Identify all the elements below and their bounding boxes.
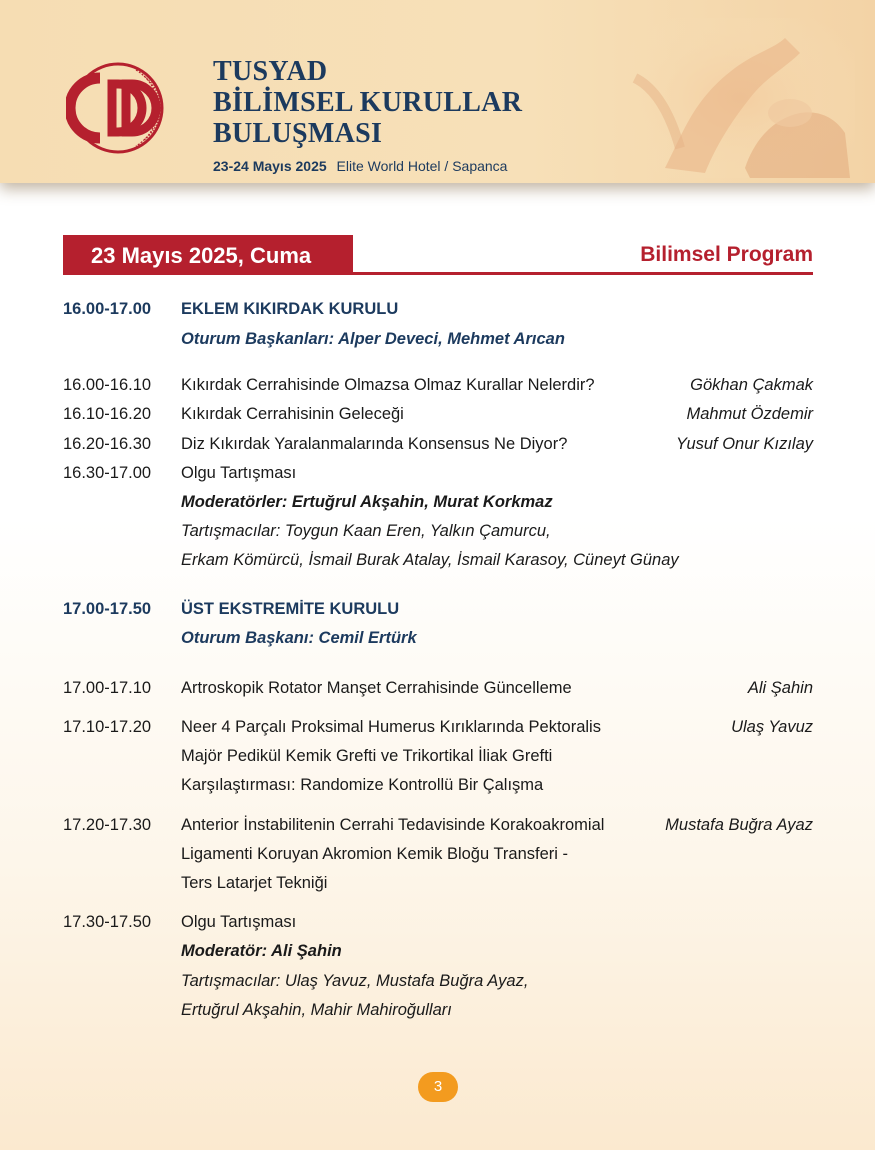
talk-time: 17.20-17.30 (63, 816, 152, 834)
talk-title: Artroskopik Rotator Manşet Cerrahisinde Güncelleme (181, 679, 572, 697)
discussants-line-2: Erkam Kömürcü, İsmail Burak Atalay, İsmail Karasoy, Cüneyt Günay (181, 551, 679, 569)
session-2-time: 17.00-17.50 (63, 600, 152, 618)
talk-speaker: Gökhan Çakmak (690, 376, 813, 394)
moderators: Moderatörler: Ertuğrul Akşahin, Murat Korkmaz (181, 493, 553, 511)
joint-illustration-icon (625, 18, 855, 178)
discussants-line-1: Tartışmacılar: Ulaş Yavuz, Mustafa Buğra Ayaz, (181, 972, 529, 990)
event-venue: Elite World Hotel / Sapanca (336, 158, 508, 174)
talk-speaker: Ulaş Yavuz (731, 718, 813, 736)
talk-time: 16.20-16.30 (63, 435, 152, 453)
talk-speaker: Yusuf Onur Kızılay (676, 435, 813, 453)
event-title-line-1: TUSYAD (213, 56, 328, 87)
talk-title-line: Ligamenti Koruyan Akromion Kemik Bloğu Transferi - (181, 845, 569, 863)
day-label: 23 Mayıs 2025, Cuma (91, 243, 312, 268)
discussants-line-1: Tartışmacılar: Toygun Kaan Eren, Yalkın Çamurcu, (181, 522, 551, 540)
talk-time: 16.00-16.10 (63, 376, 152, 394)
event-dates: 23-24 Mayıs 2025 (213, 158, 327, 174)
talk-speaker: Ali Şahin (747, 679, 813, 697)
talk-title: Olgu Tartışması (181, 913, 297, 931)
event-title-line-2: BİLİMSEL KURULLAR (213, 87, 523, 118)
event-title-line-3: BULUŞMASI (213, 118, 383, 149)
session-1-time: 16.00-17.00 (63, 300, 152, 318)
session-1-title: EKLEM KIKIRDAK KURULU (181, 300, 399, 318)
day-divider (353, 272, 813, 275)
page-number: 3 (418, 1072, 458, 1102)
talk-time: 17.00-17.10 (63, 679, 152, 697)
talk-time: 16.10-16.20 (63, 405, 152, 423)
talk-title-line: Karşılaştırması: Randomize Kontrollü Bir Çalışma (181, 776, 544, 794)
event-subtitle (213, 158, 507, 174)
talk-title: Olgu Tartışması (181, 464, 297, 482)
session-2-chairs: Oturum Başkanı: Cemil Ertürk (181, 629, 417, 647)
discussants-line-2: Ertuğrul Akşahin, Mahir Mahiroğulları (181, 1001, 452, 1019)
talk-time: 16.30-17.00 (63, 464, 152, 482)
event-title (213, 56, 522, 149)
talk-title-line: Anterior İnstabilitenin Cerrahi Tedavisinde Korakoakromial (181, 816, 605, 834)
talk-title-line: Neer 4 Parçalı Proksimal Humerus Kırıklarında Pektoralis (181, 718, 601, 736)
program-label: Bilimsel Program (640, 243, 813, 266)
talk-title-line: Majör Pedikül Kemik Grefti ve Trikortikal İliak Grefti (181, 747, 553, 765)
talk-title: Diz Kıkırdak Yaralanmalarında Konsensus Ne Diyor? (181, 435, 568, 453)
day-banner (63, 235, 353, 275)
talk-title-line: Ters Latarjet Tekniği (181, 874, 328, 892)
talk-time: 17.10-17.20 (63, 718, 152, 736)
session-1-chairs: Oturum Başkanları: Alper Deveci, Mehmet Arıcan (181, 330, 565, 348)
talk-speaker: Mustafa Buğra Ayaz (665, 816, 813, 834)
talk-title: Kıkırdak Cerrahisinin Geleceği (181, 405, 404, 423)
talk-time: 17.30-17.50 (63, 913, 152, 931)
talk-title: Kıkırdak Cerrahisinde Olmazsa Olmaz Kurallar Nelerdir? (181, 376, 595, 394)
session-2-title: ÜST EKSTREMİTE KURULU (181, 600, 400, 618)
talk-speaker: Mahmut Özdemir (686, 405, 813, 423)
moderators: Moderatör: Ali Şahin (181, 942, 342, 960)
page-header (0, 0, 875, 183)
tusyad-logo (66, 58, 186, 158)
